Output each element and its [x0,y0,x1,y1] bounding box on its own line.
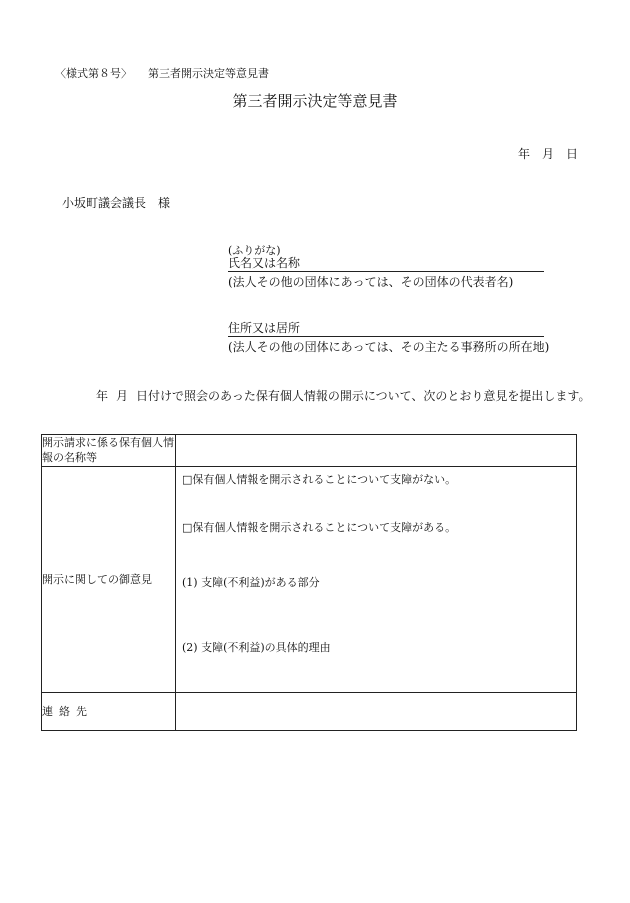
address-field[interactable] [228,320,544,337]
name-field[interactable] [228,255,544,272]
name-label: 氏名又は名称 [228,256,301,270]
date-fields [518,145,578,162]
statement-month: 月 [116,389,129,403]
contact-value[interactable] [176,693,577,731]
option-no-issue[interactable]: □保有個人情報を開示されることについて支障がない。 [182,473,457,486]
table-row [42,467,577,693]
table-row [42,693,577,731]
date-year-label: 年 [517,147,530,161]
statement-text: 日付けで照会のあった保有個人情報の開示について、次のとおり意見を提出します。 [136,389,591,403]
info-name-label: 開示請求に係る保有個人情報の名称等 [42,435,176,467]
name-note: (法人その他の団体にあっては、その団体の代表者名) [228,275,514,289]
opinion-table [41,434,577,731]
addressee: 小坂町議会議長 様 [62,196,171,210]
opinion-label: 開示に関しての御意見 [42,467,176,693]
item-affected-part: (1) 支障(不利益)がある部分 [182,576,320,589]
option-issue[interactable]: □保有個人情報を開示されることについて支障がある。 [182,521,457,534]
form-subtitle: 第三者開示決定等意見書 [148,67,269,80]
statement [96,387,590,404]
contact-label: 連絡先 [42,693,176,731]
date-day-label: 日 [565,147,578,161]
furigana-label: (ふりがな) [228,244,281,257]
date-month-label: 月 [541,147,554,161]
statement-year: 年 [96,389,109,403]
table-row [42,435,577,467]
form-number-line [55,65,269,81]
address-label: 住所又は居所 [228,321,301,335]
document-title: 第三者開示決定等意見書 [232,92,398,110]
opinion-cell[interactable] [176,467,577,693]
form-number: 〈様式第８号〉 [55,67,132,80]
address-note: (法人その他の団体にあっては、その主たる事務所の所在地) [228,340,550,354]
info-name-value[interactable] [176,435,577,467]
item-specific-reason: (2) 支障(不利益)の具体的理由 [182,641,331,654]
